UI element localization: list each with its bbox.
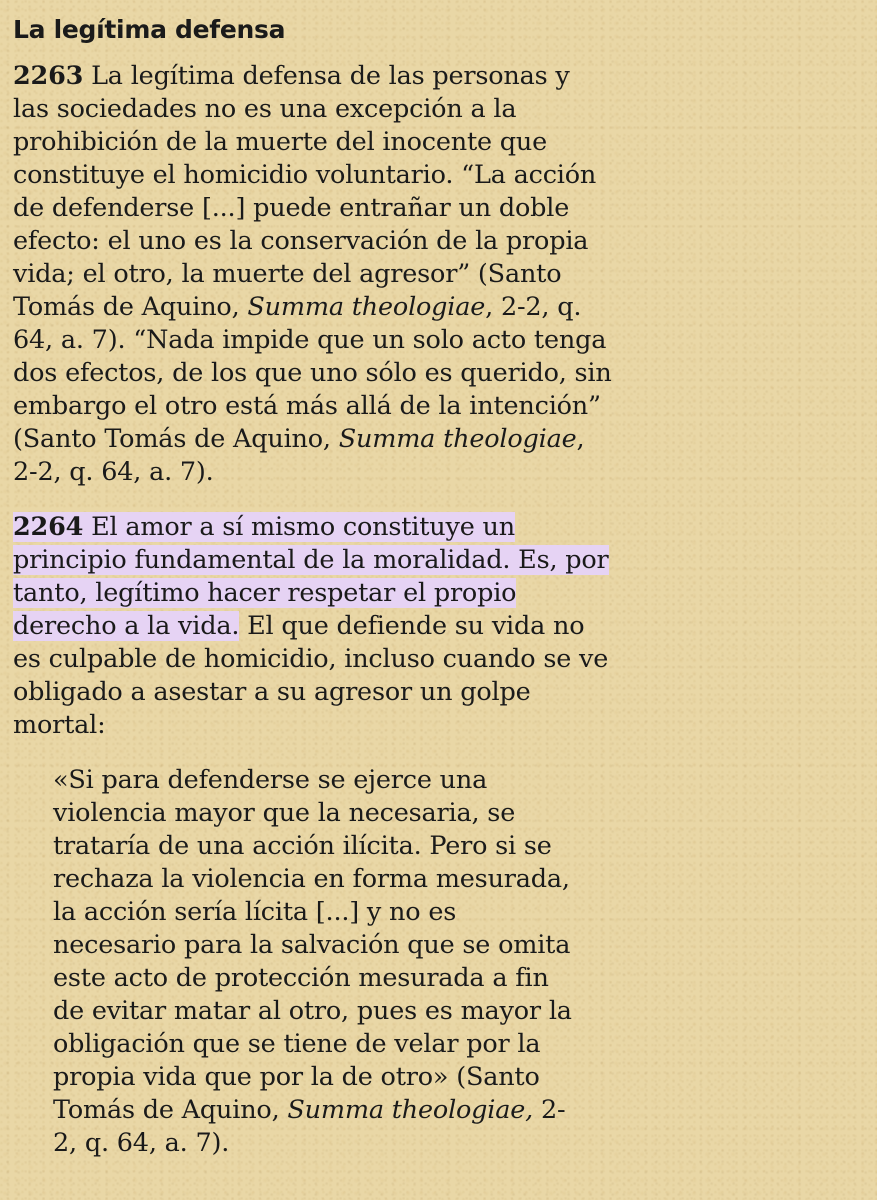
paragraph-2264 bbox=[13, 511, 613, 742]
paragraph-2263 bbox=[13, 60, 613, 489]
paragraph-text: , 2-2, q. 64, a. 7). “Nada impide que un solo acto tenga dos efectos, de los que uno sólo es querido, sin embargo el otro está más allá de la intención” (Santo Tomás de Aquino, bbox=[13, 292, 612, 454]
highlighted-text: El amor a sí mismo constituye un principio fundamental de la moralidad. Es, por tanto, legítimo hacer respetar el propio derecho a la vida. bbox=[13, 512, 609, 641]
paragraph-text: La legítima defensa de las personas y las sociedades no es una excepción a la prohibición de la muerte del inocente que constituye el homicidio voluntario. “La acción de defenderse [...] puede entrañar un doble efecto: el uno es la conservación de la propia vida; el otro, la muerte del agresor” (Santo Tomás de Aquino, bbox=[13, 61, 597, 322]
paragraph-text: El que defiende su vida no es culpable de homicidio, incluso cuando se ve obligado a asestar a su agresor un golpe mortal: bbox=[13, 611, 609, 740]
section-heading: La legítima defensa bbox=[13, 15, 286, 44]
paragraph-number: 2263 bbox=[13, 61, 84, 91]
work-title: Summa theologiae bbox=[247, 292, 486, 322]
paragraph-number: 2264 bbox=[13, 512, 84, 542]
quote-text: 2-2, q. 64, a. 7). bbox=[53, 1095, 566, 1158]
work-title: Summa theologiae, bbox=[287, 1095, 534, 1125]
paragraph-text: , 2-2, q. 64, a. 7). bbox=[13, 424, 585, 487]
block-quote bbox=[53, 764, 573, 1160]
work-title: Summa theologiae bbox=[338, 424, 577, 454]
quote-text: «Si para defenderse se ejerce una violencia mayor que la necesaria, se trataría de una acción ilícita. Pero si se rechaza la violencia en forma mesurada, la acción sería lícita [...] y no es necesario para la salvación que se omita este acto de protección mesurada a fin de evitar matar al otro, pues es mayor la obligación que se tiene de velar por la propia vida que por la de otro» (Santo Tomás de Aquino, bbox=[53, 765, 572, 1125]
document-page bbox=[13, 14, 613, 1160]
